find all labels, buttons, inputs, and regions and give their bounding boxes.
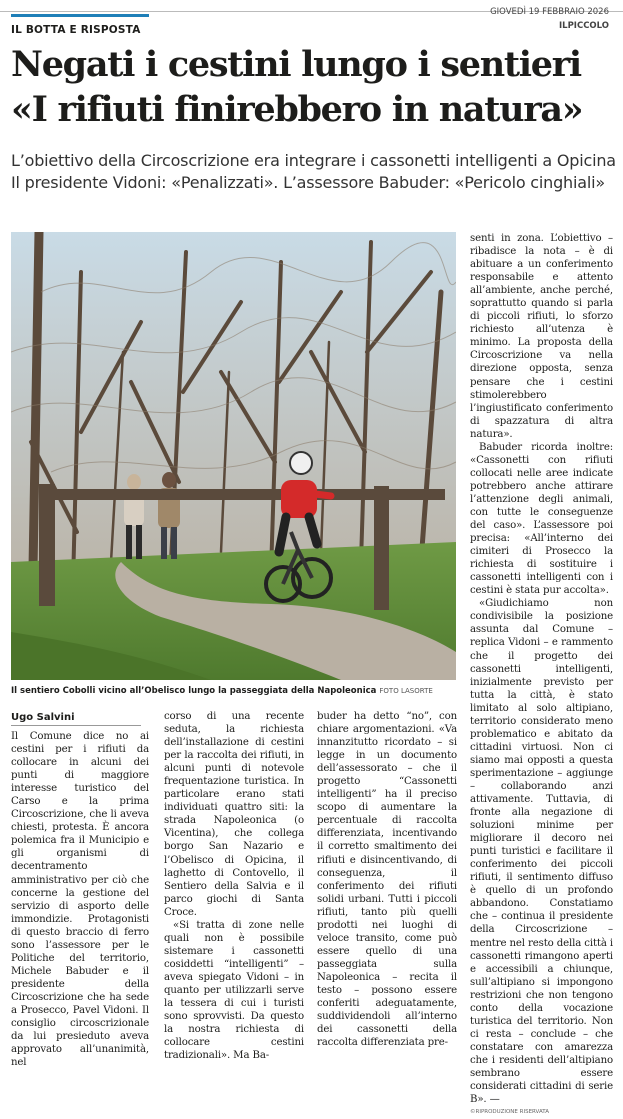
photo-caption [11,686,456,696]
headline-line-2: «I rifiuti finirebbero in natura» [11,89,583,130]
caption-text: Il sentiero Cobolli vicino all’Obelisco lungo la passeggiata della Napoleonica [11,686,377,696]
photo-credit: FOTO LASORTE [379,687,433,695]
newspaper-name: ILPICCOLO [558,21,609,31]
article-paragraph: Il Comune dice no ai cestini per i rifiuti da collocare in alcuni dei punti di maggiore interesse turistico del Carso e la prima Circoscrizione, che li aveva chiesti, protesta. È ancora polemica fra il Municipio e gli organismi di decentramento amministrativo per ciò che concerne la gestione del servizio di asporto delle immondizie. Protagonisti di questo braccio di ferro sono l’assessore per le Politiche del territorio, Michele Babuder e il presidente della Circoscrizione che ha sede a Prosecco, Pavel Vidoni. Il consiglio circoscrizionale da lui presieduto aveva approvato all’unanimità, nel [11,731,149,1069]
article-column-1 [11,730,149,1069]
rights-notice: ©RIPRODUZIONE RISERVATA [470,1109,550,1116]
byline-rule [11,725,141,726]
headline-line-1: Negati i cestini lungo i sentieri [11,44,581,85]
subheadline [11,150,621,194]
photo-trail-cyclist [11,232,456,680]
article-column-4 [470,232,613,1119]
article-photo [11,232,456,680]
subheadline-line-2: Il presidente Vidoni: «Penalizzati». L’assessore Babuder: «Pericolo cinghiali» [11,173,605,192]
subheadline-line-1: L’obiettivo della Circoscrizione era integrare i cassonetti intelligenti a Opicina [11,151,616,170]
headline [11,42,616,132]
article-paragraph: Babuder ricorda inoltre: «Cassonetti con rifiuti collocati nelle aree indicate potrebbero anche attirare l’attenzione degli animali, con tutte le conseguenze del caso». L’assessore poi precisa: «All’interno dei cimiteri di Prosecco la richiesta di sostituire i cassonetti intelligenti con i cestini è stata pur accolta». [470,441,613,597]
byline: Ugo Salvini [11,712,75,723]
article-column-3 [317,710,457,1049]
article-paragraph: senti in zona. L’obiettivo – ribadisce la nota – è di abituare a un conferimento responsabile e attento all’ambiente, anche perché, soprattutto quando si parla di piccoli rifiuti, lo sforzo richiesto all’utenza è minimo. La proposta della Circoscrizione va nella direzione opposta, senza pensare che i cestini stimolerebbero l’ingiustificato conferimento di spazzatura di altra natura». [470,233,613,440]
article-paragraph: buder ha detto “no”, con chiare argomentazioni. «Va innanzitutto ricordato – si legge in un documento dell’assessorato – che il progetto “Cassonetti intelligenti” ha il preciso scopo di aumentare la percentuale di raccolta differenziata, incentivando il corretto smaltimento dei rifiuti e disincentivando, di conseguenza, il conferimento dei rifiuti solidi urbani. Tutti i piccoli rifiuti, tanto più quelli prodotti nei luoghi di veloce transito, come può essere quello di una passeggiata sulla Napoleonica – recita il testo – possono essere conferiti adeguatamente, suddividendoli all’interno dei cassonetti della raccolta differenziata pre- [317,711,457,1049]
article-paragraph: «Si tratta di zone nelle quali non è possibile sistemare i cassonetti cosiddetti “intelligenti” – aveva spiegato Vidoni – in quanto per utilizzarli serve la tessera di cui i turisti sono sprovvisti. Da questo la nostra richiesta di collocare cestini tradizionali». Ma Ba- [164,919,304,1062]
article-column-2 [164,710,304,1062]
article-paragraph: «Giudichiamo non condivisibile la posizione assunta dal Comune – replica Vidoni – e rammento che il progetto dei cassonetti intelligenti, inizialmente previsto per tutta la città, è stato limitato al solo altipiano, territorio considerato meno problematico e abitato da cittadini virtuosi. Non ci siamo mai opposti a questa sperimentazione – aggiunge – collaborando anzi attivamente. Tuttavia, di fronte alla negazione di soluzioni minime per migliorare il decoro nei punti turistici e facilitare il conferimento dei piccoli rifiuti, il sentimento diffuso è quello di un profondo abbandono. Constatiamo che – continua il presidente della Circoscrizione – mentre nel resto della città i cassonetti rimangono aperti e accessibili a chiunque, sull’altipiano si impongono restrizioni che non tengono conto della vocazione turistica del territorio. Non ci resta – conclude – che constatare con amarezza che i residenti dell’altipiano sembrano essere considerati cittadini di serie B». — [470,598,613,1106]
section-accent-bar [11,14,149,17]
section-kicker: IL BOTTA E RISPOSTA [11,24,141,36]
issue-date: GIOVEDÌ 19 FEBBRAIO 2026 [490,7,609,17]
article-paragraph: corso di una recente seduta, la richiesta dell’installazione di cestini per la raccolta dei rifiuti, in alcuni punti di notevole frequentazione turistica. In particolare erano stati individuati quattro siti: la strada Napoleonica (o Vicentina), che collega borgo San Nazario e l’Obelisco di Opicina, il laghetto di Contovello, il Sentiero della Salvia e il parco giochi di Santa Croce. [164,711,304,918]
